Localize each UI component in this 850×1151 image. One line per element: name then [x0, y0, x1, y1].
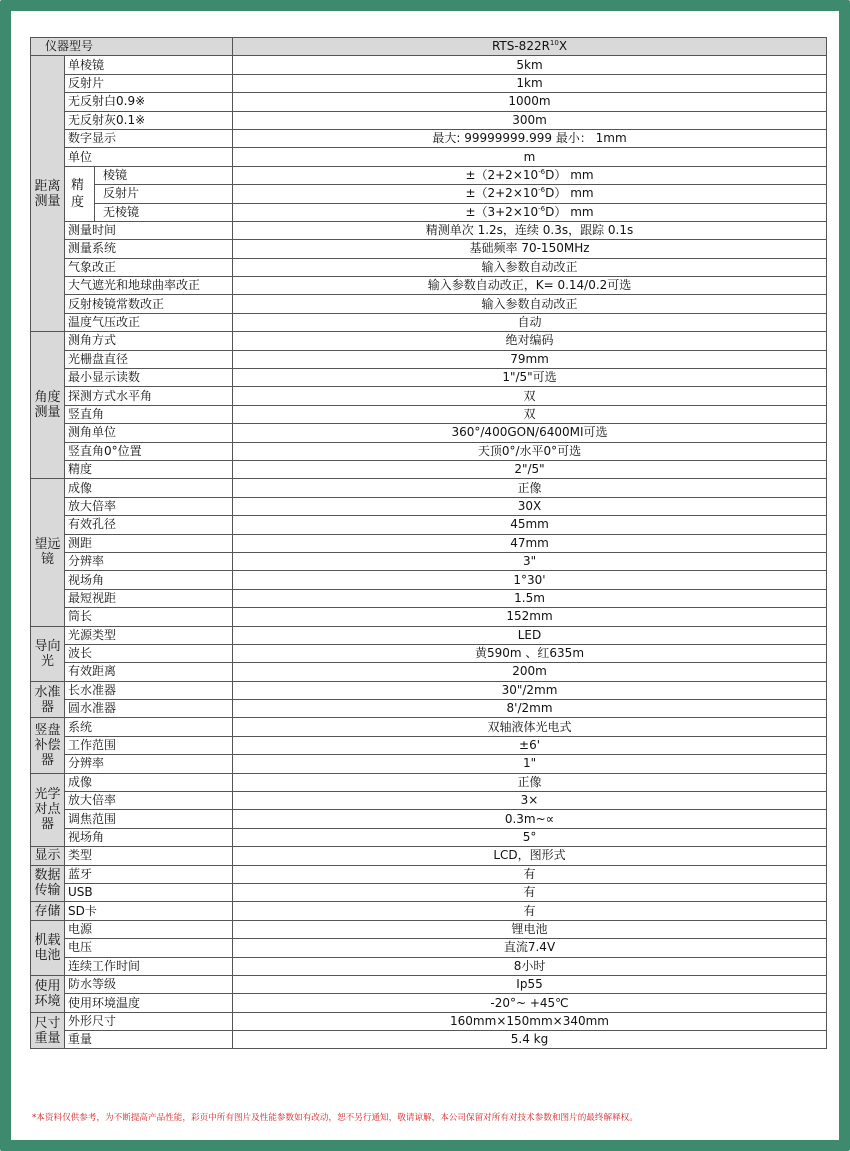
spec-value: 200m [233, 663, 827, 681]
table-row [31, 975, 827, 993]
spec-value: 3× [233, 792, 827, 810]
spec-label: 放大倍率 [65, 792, 233, 810]
spec-value: 锂电池 [233, 920, 827, 938]
spec-value: 最大: 99999999.999 最小： 1mm [233, 129, 827, 147]
table-row [31, 148, 827, 166]
table-row [31, 497, 827, 515]
spec-label: 电压 [65, 939, 233, 957]
spec-value: 自动 [233, 313, 827, 331]
spec-label: 调焦范围 [65, 810, 233, 828]
spec-value: $\pm(2+2\times 10^{-6}D)$ mm [233, 166, 827, 184]
spec-value: 绝对编码 [233, 332, 827, 350]
spec-label: 使用环境温度 [65, 994, 233, 1012]
table-row [31, 608, 827, 626]
table-row [31, 203, 827, 221]
model-value: RTS-$822R^{10}X$ [233, 38, 827, 56]
category-title: 光学对点器 [34, 787, 61, 833]
spec-label: 棱镜 [95, 166, 233, 184]
table-row [31, 755, 827, 773]
category-title: 距离测量 [34, 178, 61, 209]
table-row [31, 1012, 827, 1030]
table-row [31, 1031, 827, 1049]
table-row [31, 295, 827, 313]
spec-value: 152mm [233, 608, 827, 626]
spec-value: 30X [233, 497, 827, 515]
spec-value: LED [233, 626, 827, 644]
category-environment [31, 975, 65, 1012]
spec-value: m [233, 148, 827, 166]
spec-table [30, 37, 827, 1049]
spec-label: 最短视距 [65, 589, 233, 607]
table-row [31, 552, 827, 570]
category-level [31, 681, 65, 718]
spec-value: Ip55 [233, 975, 827, 993]
table-row [31, 460, 827, 478]
spec-value: 精测单次 1.2s，连续 0.3s，跟踪 0.1s [233, 221, 827, 239]
spec-label: 视场角 [65, 571, 233, 589]
spec-label: 重量 [65, 1031, 233, 1049]
category-title: 存储 [34, 903, 61, 919]
table-row [31, 828, 827, 846]
spec-label: 长水准器 [65, 681, 233, 699]
category-guide [31, 626, 65, 681]
table-row [31, 994, 827, 1012]
category-title: 机载电池 [34, 932, 61, 963]
spec-value: 输入参数自动改正 [233, 258, 827, 276]
table-row [31, 93, 827, 111]
spec-value: 5.4 kg [233, 1031, 827, 1049]
table-row [31, 681, 827, 699]
spec-label: 分辨率 [65, 552, 233, 570]
table-row [31, 258, 827, 276]
spec-value: 黄590m 、红635m [233, 644, 827, 662]
table-row [31, 957, 827, 975]
spec-label: 光源类型 [65, 626, 233, 644]
category-title: 使用环境 [34, 978, 61, 1009]
spec-value: 天顶0°/水平0°可选 [233, 442, 827, 460]
category-battery [31, 920, 65, 975]
spec-label: 波长 [65, 644, 233, 662]
spec-label: 单棱镜 [65, 56, 233, 74]
spec-value: 1" [233, 755, 827, 773]
spec-label: 测距 [65, 534, 233, 552]
table-row [31, 700, 827, 718]
spec-value: 5° [233, 828, 827, 846]
spec-value: 1000m [233, 93, 827, 111]
spec-label: 探测方式水平角 [65, 387, 233, 405]
table-row [31, 442, 827, 460]
spec-label: 测量系统 [65, 240, 233, 258]
spec-value: 1.5m [233, 589, 827, 607]
spec-label: 工作范围 [65, 736, 233, 754]
spec-label: 无反射灰0.1※ [65, 111, 233, 129]
spec-label: 光栅盘直径 [65, 350, 233, 368]
category-title: 显示 [34, 848, 61, 864]
table-row [31, 663, 827, 681]
category-title: 尺寸重量 [34, 1015, 61, 1046]
category-title: 导向光 [34, 638, 61, 669]
spec-value: 直流7.4V [233, 939, 827, 957]
spec-label: 单位 [65, 148, 233, 166]
table-row [31, 369, 827, 387]
spec-value: 5km [233, 56, 827, 74]
spec-label: 温度气压改正 [65, 313, 233, 331]
spec-label: 成像 [65, 773, 233, 791]
spec-label: 外形尺寸 [65, 1012, 233, 1030]
spec-label: 放大倍率 [65, 497, 233, 515]
spec-label: 有效孔径 [65, 516, 233, 534]
category-title: 数据传输 [34, 868, 61, 899]
spec-value: 79mm [233, 350, 827, 368]
table-row [31, 736, 827, 754]
spec-label: 连续工作时间 [65, 957, 233, 975]
table-row [31, 424, 827, 442]
spec-value: 输入参数自动改正 [233, 295, 827, 313]
table-row [31, 847, 827, 865]
header-label: 仪器型号 [31, 38, 233, 56]
spec-value: 双 [233, 387, 827, 405]
spec-label: 测角方式 [65, 332, 233, 350]
category-transfer [31, 865, 65, 902]
spec-label: 分辨率 [65, 755, 233, 773]
table-row [31, 792, 827, 810]
spec-value: 8'/2mm [233, 700, 827, 718]
category-display [31, 847, 65, 865]
table-row [31, 405, 827, 423]
spec-label: 最小显示读数 [65, 369, 233, 387]
spec-label: 视场角 [65, 828, 233, 846]
category-title: 望远镜 [34, 537, 61, 568]
spec-value: ±6' [233, 736, 827, 754]
spec-label: 电源 [65, 920, 233, 938]
footnote: *本资料仅供参考，为不断提高产品性能，彩页中所有图片及性能参数如有改动，恕不另行通知，敬请谅解，本公司保留对所有对技术参数和图片的最终解释权。 [32, 1113, 638, 1123]
spec-value: 45mm [233, 516, 827, 534]
spec-value: 有 [233, 883, 827, 901]
spec-label: 反射棱镜常数改正 [65, 295, 233, 313]
spec-value: 300m [233, 111, 827, 129]
spec-value: 360°/400GON/6400MI可选 [233, 424, 827, 442]
spec-label: 精度 [65, 460, 233, 478]
category-angle [31, 332, 65, 479]
spec-label: 竖直角0°位置 [65, 442, 233, 460]
category-storage [31, 902, 65, 920]
spec-value: 30"/2mm [233, 681, 827, 699]
spec-value: 1km [233, 74, 827, 92]
spec-label: 无反射白0.9※ [65, 93, 233, 111]
spec-value: 双轴液体光电式 [233, 718, 827, 736]
spec-label: 无棱镜 [95, 203, 233, 221]
spec-label: 防水等级 [65, 975, 233, 993]
spec-label: 大气遮光和地球曲率改正 [65, 277, 233, 295]
spec-value: 1°30' [233, 571, 827, 589]
table-row [31, 571, 827, 589]
table-row [31, 111, 827, 129]
table-row [31, 773, 827, 791]
spec-value: $\pm(3+2\times 10^{-6}D)$ mm [233, 203, 827, 221]
table-row [31, 534, 827, 552]
table-row [31, 516, 827, 534]
spec-value: 输入参数自动改正，K= 0.14/0.2可选 [233, 277, 827, 295]
table-row [31, 883, 827, 901]
spec-label: 筒长 [65, 608, 233, 626]
table-row [31, 810, 827, 828]
spec-value: 47mm [233, 534, 827, 552]
table-row [31, 718, 827, 736]
spec-label: 类型 [65, 847, 233, 865]
table-row [31, 865, 827, 883]
table-row [31, 626, 827, 644]
table-row [31, 277, 827, 295]
spec-value: 有 [233, 865, 827, 883]
spec-value: 正像 [233, 479, 827, 497]
spec-label: 蓝牙 [65, 865, 233, 883]
spec-value: $\pm(2+2\times 10^{-6}D)$ mm [233, 185, 827, 203]
category-compensator [31, 718, 65, 773]
spec-label: 竖直角 [65, 405, 233, 423]
spec-value: LCD，图形式 [233, 847, 827, 865]
spec-label: 数字显示 [65, 129, 233, 147]
table-row [31, 479, 827, 497]
table-row [31, 240, 827, 258]
table-row [31, 74, 827, 92]
spec-label: 有效距离 [65, 663, 233, 681]
spec-label: 反射片 [95, 185, 233, 203]
category-title: 角度测量 [34, 390, 61, 421]
spec-label: USB [65, 883, 233, 901]
spec-value: 有 [233, 902, 827, 920]
spec-label: 测量时间 [65, 221, 233, 239]
spec-value: 8小时 [233, 957, 827, 975]
header-row [31, 38, 827, 56]
table-row [31, 332, 827, 350]
table-row [31, 313, 827, 331]
table-row [31, 166, 827, 184]
category-distance [31, 56, 65, 332]
table-row [31, 56, 827, 74]
spec-label: 测角单位 [65, 424, 233, 442]
table-row [31, 920, 827, 938]
spec-label: 成像 [65, 479, 233, 497]
spec-value: 160mm×150mm×340mm [233, 1012, 827, 1030]
table-row [31, 350, 827, 368]
spec-value: 基础频率 70-150MHz [233, 240, 827, 258]
table-row [31, 221, 827, 239]
spec-label: 反射片 [65, 74, 233, 92]
accuracy-label: 精度 [65, 166, 95, 221]
spec-label: 气象改正 [65, 258, 233, 276]
table-row [31, 644, 827, 662]
category-size [31, 1012, 65, 1049]
spec-value: -20°~ +45℃ [233, 994, 827, 1012]
spec-value: 0.3m~∝ [233, 810, 827, 828]
spec-label: SD卡 [65, 902, 233, 920]
spec-value: 正像 [233, 773, 827, 791]
spec-value: 2"/5" [233, 460, 827, 478]
category-title: 竖盘补偿器 [34, 723, 61, 769]
spec-label: 系统 [65, 718, 233, 736]
spec-value: 3" [233, 552, 827, 570]
spec-value: 双 [233, 405, 827, 423]
table-row [31, 185, 827, 203]
table-row [31, 387, 827, 405]
category-telescope [31, 479, 65, 626]
category-title: 水准器 [34, 684, 61, 715]
category-plummet [31, 773, 65, 847]
table-row [31, 589, 827, 607]
table-row [31, 939, 827, 957]
table-row [31, 129, 827, 147]
table-row [31, 902, 827, 920]
spec-value: 1"/5"可选 [233, 369, 827, 387]
spec-label: 圆水准器 [65, 700, 233, 718]
